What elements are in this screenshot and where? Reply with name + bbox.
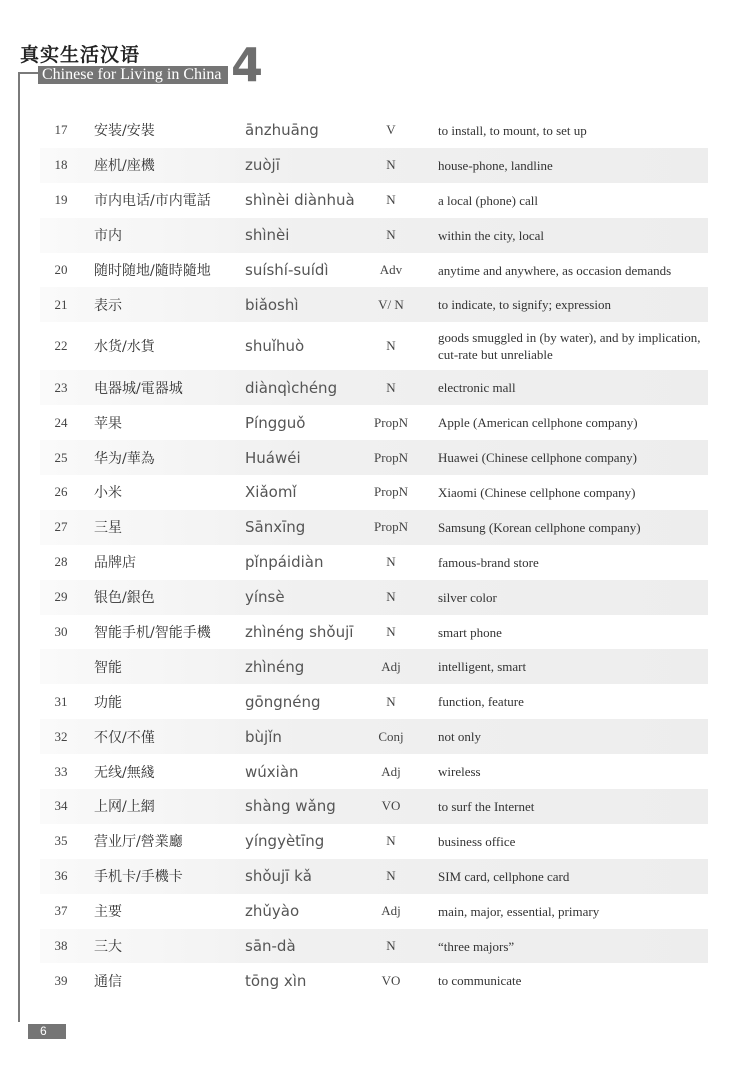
- vocab-pinyin: yínsè: [245, 588, 285, 607]
- vocab-part-of-speech: N: [386, 554, 396, 570]
- page-number: 6: [28, 1024, 66, 1039]
- vocab-definition: intelligent, smart: [438, 659, 527, 675]
- vocab-part-of-speech: PropN: [374, 414, 408, 430]
- vocab-row: [40, 113, 708, 148]
- vocab-number: 29: [54, 589, 68, 605]
- vocab-pinyin: ānzhuāng: [245, 121, 319, 140]
- vocab-row: [40, 510, 708, 545]
- vocab-number: 20: [54, 262, 68, 277]
- vocab-part-of-speech: N: [386, 693, 396, 709]
- vocab-definition: to communicate: [438, 973, 522, 989]
- vocab-pinyin: wúxiàn: [245, 762, 299, 781]
- vocab-number: 17: [54, 122, 68, 138]
- vocab-hanzi: 随时随地/隨時隨地: [94, 263, 211, 279]
- vocab-part-of-speech: N: [386, 338, 396, 354]
- vocab-row: [40, 440, 708, 475]
- vocab-row: [40, 370, 708, 405]
- vocab-part-of-speech: N: [386, 157, 396, 173]
- vocab-pinyin: Huáwéi: [245, 448, 301, 467]
- vocab-number: 28: [54, 554, 68, 570]
- vocab-part-of-speech: N: [386, 624, 396, 640]
- vocab-hanzi: 营业厅/營業廳: [94, 834, 183, 851]
- vocab-pinyin: Xiǎomǐ: [245, 483, 297, 502]
- vocab-number: 38: [54, 938, 68, 954]
- vocab-hanzi: 华为/華為: [94, 450, 155, 467]
- vocab-number: 24: [54, 414, 68, 430]
- vocab-number: 32: [54, 728, 68, 744]
- vocab-definition: house-phone, landline: [438, 157, 553, 173]
- vocab-pinyin: shìnèi diànhuà: [245, 191, 355, 210]
- vocab-part-of-speech: V: [386, 122, 396, 138]
- book-title-chinese: 真实生活汉语: [20, 44, 141, 66]
- vocab-part-of-speech: N: [386, 192, 396, 208]
- vocab-pinyin: diànqìchéng: [245, 378, 338, 397]
- vocab-hanzi: 表示: [94, 297, 122, 314]
- vocab-definition: Huawei (Chinese cellphone company): [438, 450, 637, 466]
- vocab-pinyin: tōng xìn: [245, 971, 307, 990]
- vocab-number: 33: [54, 763, 68, 779]
- vocab-hanzi: 不仅/不僅: [94, 729, 155, 746]
- page-frame-line: [18, 72, 20, 1022]
- vocab-definition: to indicate, to signify; expression: [438, 297, 611, 313]
- vocab-hanzi: 座机/座機: [94, 158, 155, 175]
- book-title-english: Chinese for Living in China: [38, 66, 228, 84]
- vocab-row: [40, 649, 708, 684]
- vocab-pinyin: shàng wǎng: [245, 797, 336, 816]
- vocab-definition: function, feature: [438, 694, 524, 710]
- vocab-definition: “three majors”: [438, 938, 515, 954]
- vocab-row: [40, 322, 708, 370]
- vocab-part-of-speech: N: [386, 938, 396, 954]
- vocab-hanzi: 功能: [94, 694, 122, 711]
- vocab-number: 35: [54, 833, 68, 849]
- vocab-definition: SIM card, cellphone card: [438, 868, 570, 884]
- vocab-part-of-speech: VO: [381, 798, 401, 814]
- vocab-part-of-speech: Adj: [381, 903, 401, 919]
- vocab-row: [40, 148, 708, 183]
- vocab-row: [40, 475, 708, 510]
- vocab-number: [40, 218, 82, 253]
- vocab-hanzi: 三大: [94, 939, 122, 956]
- vocab-part-of-speech: PropN: [374, 449, 408, 465]
- vocab-definition: within the city, local: [438, 227, 545, 243]
- vocab-definition: wireless: [438, 764, 481, 780]
- vocab-row: [40, 580, 708, 615]
- vocab-hanzi: 主要: [94, 904, 122, 921]
- vocab-definition: silver color: [438, 589, 497, 605]
- vocab-row: [40, 545, 708, 580]
- vocab-hanzi: 品牌店: [94, 555, 136, 572]
- vocab-pinyin: shuǐhuò: [245, 337, 305, 356]
- vocab-pinyin: biǎoshì: [245, 295, 299, 314]
- vocab-number: 21: [54, 296, 68, 312]
- vocab-part-of-speech: V/ N: [378, 296, 404, 312]
- vocab-hanzi: 智能手机/智能手機: [94, 625, 211, 642]
- vocab-hanzi: 电器城/電器城: [94, 380, 183, 397]
- vocab-pinyin: shìnèi: [245, 226, 290, 245]
- vocab-row: [40, 963, 708, 998]
- vocab-part-of-speech: N: [386, 589, 396, 605]
- vocab-row: [40, 615, 708, 650]
- vocab-row: [40, 719, 708, 754]
- vocab-part-of-speech: PropN: [374, 519, 408, 535]
- vocab-hanzi: 银色/銀色: [94, 590, 155, 607]
- vocab-row: [40, 253, 708, 288]
- vocab-number: 25: [54, 449, 68, 465]
- vocab-pinyin: zhìnéng shǒujī: [245, 623, 354, 642]
- vocab-pinyin: pǐnpáidiàn: [245, 553, 324, 572]
- vocab-number: [40, 649, 82, 684]
- vocab-hanzi: 市内: [94, 228, 122, 245]
- vocab-definition: Samsung (Korean cellphone company): [438, 519, 641, 535]
- vocab-hanzi: 市内电话/市内電話: [94, 193, 211, 210]
- vocab-part-of-speech: N: [386, 833, 396, 849]
- vocab-hanzi: 手机卡/手機卡: [94, 869, 183, 886]
- vocab-number: 37: [54, 903, 68, 919]
- vocab-row: [40, 183, 708, 218]
- vocabulary-list: [40, 113, 708, 998]
- vocab-pinyin: Píngguǒ: [245, 413, 306, 432]
- vocab-definition: Apple (American cellphone company): [438, 415, 638, 431]
- vocab-row: [40, 789, 708, 824]
- vocab-row: [40, 894, 708, 929]
- vocab-part-of-speech: N: [386, 379, 396, 395]
- vocab-pinyin: yíngyètīng: [245, 832, 325, 851]
- vocab-pinyin: shǒujī kǎ: [245, 867, 312, 886]
- vocab-row: [40, 824, 708, 859]
- vocab-pinyin: gōngnéng: [245, 692, 321, 711]
- vocab-number: 31: [54, 693, 68, 709]
- vocab-definition: main, major, essential, primary: [438, 903, 600, 919]
- vocab-pinyin: suíshí-suídì: [245, 261, 329, 279]
- vocab-definition: a local (phone) call: [438, 192, 538, 208]
- vocab-definition: goods smuggled in (by water), and by implication, cut-rate but unreliable: [438, 330, 701, 363]
- vocab-definition: Xiaomi (Chinese cellphone company): [438, 484, 636, 500]
- page-frame-corner: [18, 72, 38, 74]
- vocab-part-of-speech: N: [386, 227, 396, 243]
- vocab-definition: business office: [438, 833, 516, 849]
- vocab-part-of-speech: PropN: [374, 484, 408, 500]
- vocab-pinyin: Sānxīng: [245, 518, 306, 537]
- vocab-part-of-speech: Conj: [378, 728, 404, 744]
- vocab-hanzi: 小米: [94, 485, 122, 502]
- vocab-number: 27: [54, 519, 68, 535]
- vocab-row: [40, 287, 708, 322]
- vocab-part-of-speech: Adj: [381, 763, 401, 779]
- vocab-pinyin: zhìnéng: [245, 657, 305, 676]
- vocab-number: 23: [54, 379, 68, 395]
- vocab-part-of-speech: Adj: [381, 658, 401, 674]
- vocab-definition: not only: [438, 729, 481, 745]
- vocab-row: [40, 929, 708, 964]
- vocab-row: [40, 218, 708, 253]
- vocab-pinyin: zhǔyào: [245, 902, 300, 921]
- vocab-hanzi: 通信: [94, 973, 122, 990]
- vocab-definition: famous-brand store: [438, 554, 539, 570]
- vocab-hanzi: 安装/安裝: [94, 123, 155, 140]
- vocab-hanzi: 三星: [94, 520, 122, 537]
- vocab-part-of-speech: VO: [381, 972, 401, 988]
- vocab-pinyin: sān-dà: [245, 937, 296, 956]
- vocab-definition: anytime and anywhere, as occasion demands: [438, 262, 672, 278]
- vocab-definition: smart phone: [438, 624, 502, 640]
- vocab-number: 18: [54, 157, 68, 173]
- vocab-number: 26: [54, 484, 68, 500]
- vocab-definition: electronic mall: [438, 380, 516, 396]
- vocab-part-of-speech: Adv: [379, 262, 403, 277]
- vocab-hanzi: 上网/上網: [94, 799, 155, 816]
- vocab-row: [40, 684, 708, 719]
- vocab-number: 36: [54, 868, 68, 884]
- vocab-hanzi: 智能: [94, 659, 122, 676]
- vocab-hanzi: 苹果: [94, 415, 122, 432]
- vocab-hanzi: 水货/水貨: [94, 339, 155, 356]
- vocab-pinyin: bùjǐn: [245, 727, 282, 746]
- vocab-part-of-speech: N: [386, 868, 396, 884]
- vocab-hanzi: 无线/無綫: [94, 764, 155, 781]
- vocab-row: [40, 405, 708, 440]
- vocab-row: [40, 859, 708, 894]
- vocab-definition: to surf the Internet: [438, 798, 535, 814]
- vocab-number: 30: [54, 624, 68, 640]
- vocab-number: 22: [54, 338, 68, 354]
- vocab-number: 39: [54, 972, 68, 988]
- vocab-number: 34: [54, 798, 68, 814]
- vocab-number: 19: [54, 192, 68, 208]
- vocab-definition: to install, to mount, to set up: [438, 122, 587, 138]
- chapter-number: 4: [231, 38, 264, 92]
- vocab-pinyin: zuòjī: [245, 156, 280, 175]
- vocab-row: [40, 754, 708, 789]
